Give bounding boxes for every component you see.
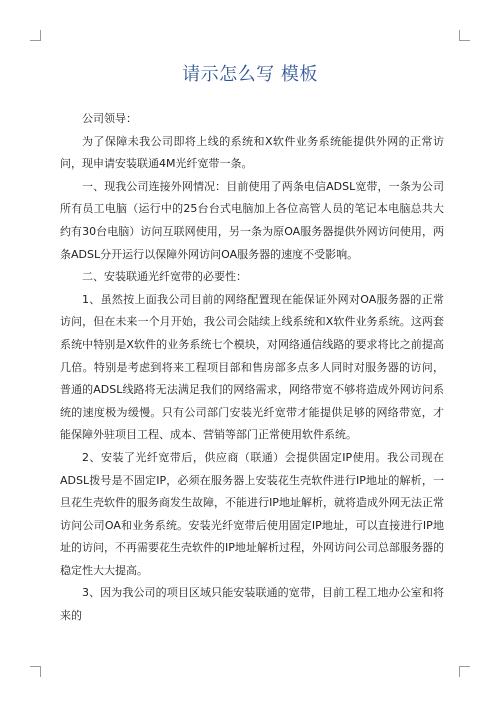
document-body (60, 108, 444, 628)
crop-mark-bottom-right (459, 666, 470, 677)
paragraph-item-3: 3、因为我公司的项目区域只能安装联通的宽带，目前工程工地办公室和将来的 (60, 586, 444, 623)
paragraph-item-2: 2、安装了光纤宽带后，供应商（联通）会提供固定IP使用。我公司现在ADSL拨号是不固定IP，必须在服务器上安装花生壳软件进行IP地址的解析，一旦花生壳软件的服务商发生故障，不能进行IP地址解析，就将造成外网无法正常访问公司OA和业务系统。安装光纤宽带后使用固定IP地址，可以直接进行IP地址的访问，不再需要花生壳软件的IP地址解析过程，外网访问公司总部服务器的稳定性大大提高。 (60, 450, 444, 577)
crop-mark-top-left (30, 30, 41, 41)
paragraph-section-1: 一、现我公司连接外网情况：目前使用了两条电信ADSL宽带，一条为公司所有员工电脑（运行中的25台台式电脑加上各位高管人员的笔记本电脑总共大约有30台电脑）访问互联网使用，另一条为原OA服务器提供外网访问使用，两条ADSL分开运行以保障外网访问OA服务器的速度不受影响。 (60, 179, 444, 261)
crop-mark-bottom-left (30, 666, 41, 677)
paragraph-intro: 为了保障未我公司即将上线的系统和X软件业务系统能提供外网的正常访问，现申请安装联通4M光纤宽带一条。 (60, 134, 444, 171)
paragraph-section-2-heading: 二、安装联通光纤宽带的必要性： (82, 270, 247, 284)
salutation: 公司领导： (82, 112, 137, 125)
document-title: 请示怎么写 模板 (182, 64, 318, 85)
crop-mark-top-right (459, 30, 470, 41)
paragraph-item-1: 1、虽然按上面我公司目前的网络配置现在能保证外网对OA服务器的正常访问，但在未来一个月开始，我公司会陆续上线系统和X软件业务系统。这两套系统中特别是X软件的业务系统七个模块，对网络通信线路的要求将比之前提高几倍。特别是考虑到将来工程项目部和售房部多点多人同时对服务器的访问，普通的ADSL线路将无法满足我们的网络需求，网络带宽不够将造成外网访问系统的速度极为缓慢。只有公司部门安装光纤宽带才能提供足够的网络带宽，才能保障外驻项目工程、成本、营销等部门正常使用软件系统。 (60, 292, 444, 442)
